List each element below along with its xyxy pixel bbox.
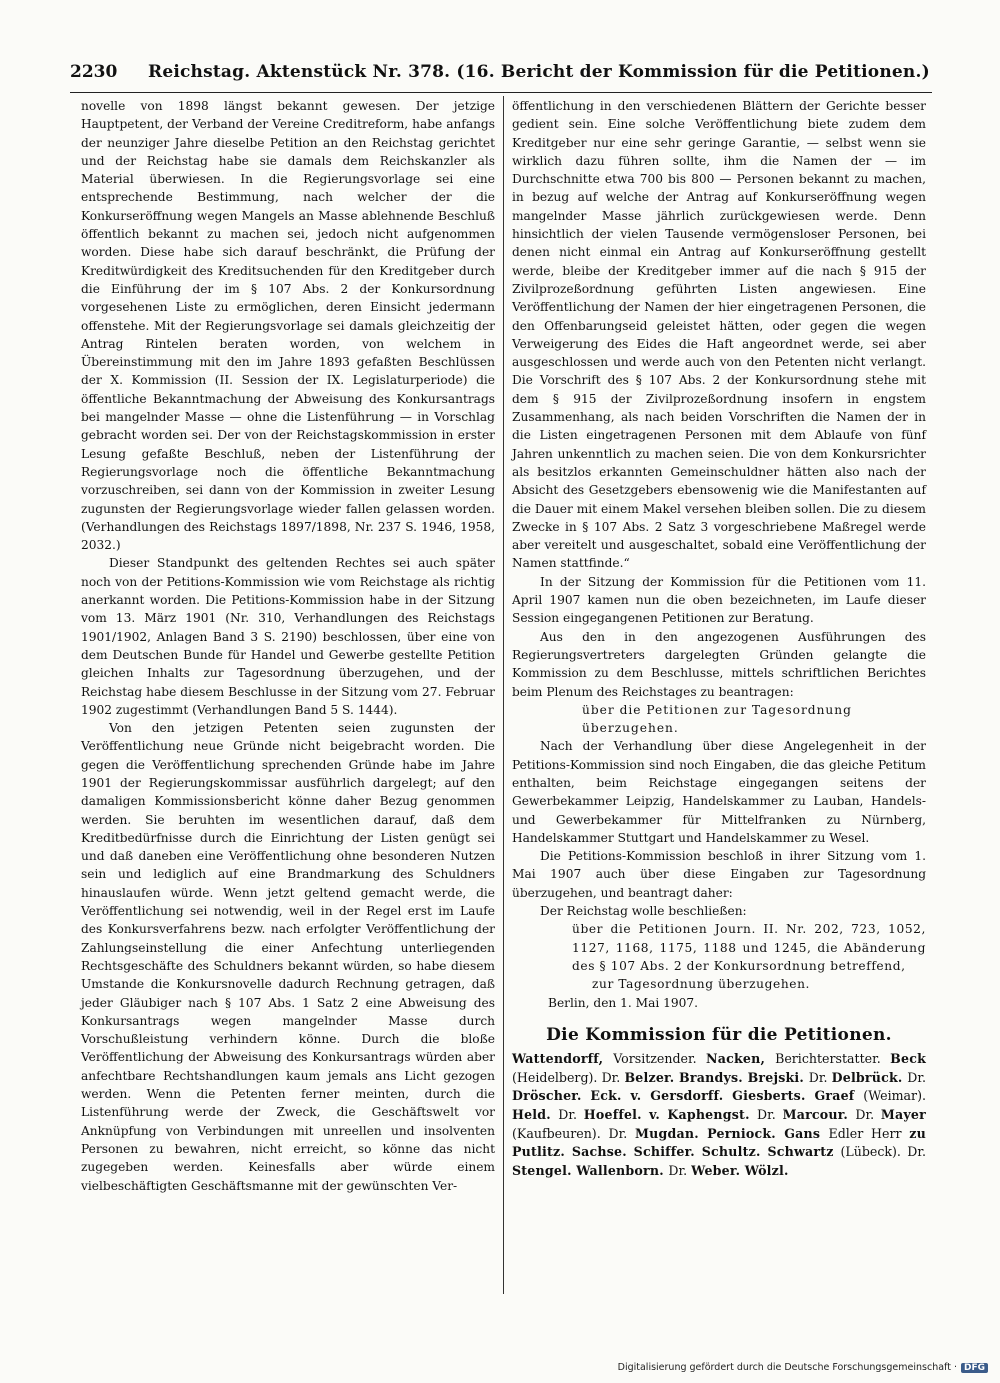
member-note: Berichterstatter. (775, 1051, 891, 1067)
paragraph: Von den jetzigen Petenten seien zugunsten der Veröffentlichung neue Gründe nicht beigebracht worden. Die gegen die Veröffentlichung sprechenden Gründe habe im Jahre 1901 der Regierungskommissar ausführlich dargelegt; auf den damaligen Kommissionsbericht könne daher Bezug genommen werden. Sie beruhten im wesentlichen darauf, daß dem Kreditbedürfnisse durch die Einrichtung der Listen genügt sei und daß daneben eine Veröffentlichung ohne besonderen Nutzen sein und lediglich auf eine Brandmarkung des Schuldners hinauslaufen würde. Wenn jetzt geltend gemacht werde, die Veröffentlichung sei notwendig, weil in der Regel erst im Laufe des Konkursverfahrens bezw. nach erfolgter Veröffentlichung der Zahlungseinstellung die einer Anfechtung unterliegenden Rechtsgeschäfte des Schuldners bekannt würden, so habe diesem Umstande die Konkursnovelle dadurch Rechnung getragen, daß jeder Gläubiger nach § 107 Abs. 1 Satz 2 eine Abweisung des Konkursantrags wegen mangelnder Masse durch Vorschußleistung verhindern könne. Durch die bloße Veröffentlichung der Abweisung des Konkursantrags würden aber anfechtbare Rechtshandlungen kaum jemals ans Licht gezogen werden. Wenn die Petenten ferner meinten, durch die Listenführung werde der Zweck, die Geschäftswelt vor Anknüpfung von Verbindungen mit unreellen und insolventen Personen zu bewahren, nicht erreicht, so könne das nicht zugegeben werden. Keinesfalls aber würde einem vielbeschäftigten Geschäftsmanne mit der gewünschten Ver- (81, 721, 495, 1193)
member-note: Vorsitzender. (613, 1051, 707, 1067)
member-name: Wattendorff, (512, 1051, 614, 1067)
paragraph: Nach der Verhandlung über diese Angelegenheit in der Petitions-Kommission sind noch Eingaben, die das gleiche Petitum enthalten, beim Reichstage eingegangen seitens der Gewerbekammer Leipzig, Handelskammer zu Lauban, Handels- und Gewerbekammer für Mittelfranken zu Nürnberg, Handelskammer Stuttgart und Handelskammer zu Wesel. (512, 739, 926, 845)
member-note: Dr. (808, 1069, 832, 1085)
member-name: Dröscher. (512, 1088, 591, 1104)
member-name: Beck (890, 1051, 927, 1067)
member-name: Nacken, (706, 1051, 776, 1067)
member-name: Weber. (691, 1162, 745, 1178)
motion-line: über die Petitionen Journ. II. Nr. 202, 723, 1052, 1127, 1168, 1175, 1188 und 1245, die Abänderung des § 107 Abs. 2 der Konkursordnung betreffend, (572, 922, 926, 973)
member-name: Delbrück. (831, 1069, 908, 1085)
member-name: Brandys. (679, 1069, 748, 1085)
member-name: Schultz. (701, 1144, 768, 1160)
member-name: Eck. (590, 1088, 631, 1104)
dfg-logo: DFG (961, 1363, 988, 1373)
member-note: Dr. (907, 1069, 926, 1085)
member-note: Dr. (668, 1162, 692, 1178)
member-name: Perniock. (707, 1125, 785, 1141)
member-note: Edler Herr (828, 1125, 910, 1141)
member-name: Brejski. (747, 1069, 809, 1085)
page-number: 2230 (70, 62, 118, 82)
member-note: Dr. (757, 1106, 783, 1122)
member-note: (Weimar). (863, 1088, 926, 1104)
member-name: Held. (512, 1106, 559, 1122)
member-name: Mayer (880, 1106, 926, 1122)
header-title: Reichstag. Aktenstück Nr. 378. (16. Bericht der Kommission für die Petitionen.) (148, 62, 930, 82)
member-note: Dr. (608, 1125, 635, 1141)
motion-line: überzugehen. (582, 721, 679, 736)
member-name: Wallenborn. (576, 1162, 669, 1178)
member-name: zu Putlitz. (512, 1125, 926, 1160)
paragraph: Die Petitions-Kommission beschloß in ihrer Sitzung vom 1. Mai 1907 auch über diese Eingaben zur Tagesordnung überzugehen, und beantragt daher: (512, 849, 926, 900)
member-name: v. Gersdorff. (630, 1088, 733, 1104)
member-name: Marcour. (782, 1106, 856, 1122)
right-column (512, 97, 926, 1180)
paragraph: novelle von 1898 längst bekannt gewesen. Der jetzige Hauptpetent, der Verband der Vereine Creditreform, habe anfangs der neunziger Jahre dieselbe Petition an den Reichstag gerichtet und der Reichstag habe sie damals dem Reichskanzler als Material überwiesen. In die Regierungsvorlage sei eine entsprechende Bestimmung, nach welcher der die Konkurseröffnung wegen Mangels an Masse ablehnende Beschluß öffentlich bekannt zu machen sei, jedoch nicht aufgenommen worden. Diese habe sich darauf beschränkt, die Prüfung der Kreditwürdigkeit des Kreditsuchenden für den Kreditgeber durch die Einführung der im § 107 Abs. 2 der Konkursordnung vorgesehenen Liste zu ermöglichen, deren Einsicht jedermann offenstehe. Mit der Regierungsvorlage sei damals gleichzeitig der Antrag Rintelen beraten worden, von welchem in Übereinstimmung mit den im Jahre 1893 gefaßten Beschlüssen der X. Kommission (II. Session der IX. Legislaturperiode) die öffentliche Bekanntmachung der Abweisung des Konkursantrags bei mangelnder Masse — ohne die Listenführung — in Vorschlag gebracht worden sei. Der von der Reichstagskommission in erster Lesung gefaßte Beschluß, neben der Listenführung der Regierungsvorlage noch die öffentliche Bekanntmachung vorzuschreiben, sei dann von der Kommission in zweiter Lesung zugunsten der Regierungsvorlage wieder fallen gelassen worden. (Verhandlungen des Reichstags 1897/1898, Nr. 237 S. 1946, 1958, 2032.) (81, 99, 495, 553)
footer-text: Digitalisierung gefördert durch die Deutsche Forschungsgemeinschaft · (617, 1362, 957, 1373)
header-rule (70, 92, 932, 93)
member-note: (Lübeck). (840, 1144, 908, 1160)
column-divider (503, 96, 504, 1294)
paragraph: Aus den in den angezogenen Ausführungen des Regierungsvertreters dargelegten Gründen gelangte die Kommission zu dem Beschlusse, mittels schriftlichen Berichtes beim Plenum des Reichstages zu beantragen: (512, 629, 926, 699)
motion-line: zur Tagesordnung überzugehen. (592, 977, 811, 992)
member-name: Wölzl. (744, 1162, 789, 1178)
member-name: Graef (814, 1088, 864, 1104)
member-note: (Kaufbeuren). (512, 1125, 609, 1141)
paragraph: öffentlichung in den verschiedenen Blättern der Gerichte besser gedient sein. Eine solche Veröffentlichung biete zudem dem Kreditgeber nur eine sehr geringe Garantie, — selbst wenn sie wirklich dazu führen sollte, ihm die Namen der — im Durchschnitte etwa 700 bis 800 — Personen bekannt zu machen, in bezug auf welche der Antrag auf Konkurseröffnung wegen mangelnder Masse jährlich zurückgewiesen werde. Denn hinsichtlich der vielen Tausende vermögensloser Personen, bei denen nicht einmal ein Antrag auf Konkurseröffnung gestellt werde, bleibe der Kreditgeber immer auf die nach § 915 der Zivilprozeßordnung geführten Listen angewiesen. Eine Veröffentlichung der Namen der hier eingetragenen Personen, die den Offenbarungseid geleistet hätten, oder gegen die wegen Verweigerung des Eides die Haft angeordnet werde, sei aber ausgeschlossen und werde auch von den Petenten nicht verlangt. Die Vorschrift des § 107 Abs. 2 der Konkursordnung stehe mit dem § 915 der Zivilprozeßordnung insofern in engstem Zusammenhang, als nach beiden Vorschriften die Namen der in die Listen eingetragenen Personen mit dem Ablaufe von fünf Jahren unkenntlich zu machen seien. Die von dem Konkursrichter als besitzlos erkannten Gemeinschuldner hätten also nach der Absicht des Gesetzgebers ebensowenig wie die Manifestanten auf die Dauer mit einem Makel versehen bleiben sollen. Die zu diesem Zwecke in § 107 Abs. 2 Satz 3 vorgeschriebene Maßregel werde aber vereitelt und ausgeschaltet, sobald eine Veröffentlichung der Namen stattfinde.“ (512, 99, 926, 571)
member-note: Dr. (855, 1106, 881, 1122)
running-header (70, 62, 930, 88)
member-name: Gans (784, 1125, 829, 1141)
motion-line: über die Petitionen zur Tagesordnung (582, 702, 852, 717)
member-note: Dr. (558, 1106, 584, 1122)
member-name: Stengel. (512, 1162, 577, 1178)
paragraph: Dieser Standpunkt des geltenden Rechtes sei auch später noch von der Petitions-Kommission wie vom Reichstage als richtig anerkannt worden. Die Petitions-Kommission habe in der Sitzung vom 13. März 1901 (Nr. 310, Verhandlungen des Reichstags 1901/1902, Anlagen Band 3 S. 2190) beschlossen, über eine von dem Deutschen Bunde für Handel und Gewerbe gestellte Petition gleichen Inhalts zur Tagesordnung überzugehen, und der Reichstag habe diesem Beschlusse in der Sitzung vom 27. Februar 1902 zugestimmt (Verhandlungen Band 5 S. 1444). (81, 556, 495, 717)
paragraph: In der Sitzung der Kommission für die Petitionen vom 11. April 1907 kamen nun die oben bezeichneten, im Laufe dieser Session eingegangenen Petitionen zur Beratung. (512, 574, 926, 626)
member-note: (Heidelberg). Dr. (512, 1069, 625, 1085)
member-name: v. Kaphengst. (649, 1106, 758, 1122)
member-name: Schwartz (767, 1144, 841, 1160)
left-column (81, 97, 495, 1195)
dateline: Berlin, den 1. Mai 1907. (548, 995, 699, 1010)
member-name: Sachse. (571, 1144, 634, 1160)
member-name: Giesberts. (732, 1088, 815, 1104)
paragraph: Der Reichstag wolle beschließen: (540, 904, 747, 919)
member-list (512, 1050, 926, 1180)
committee-title: Die Kommission für die Petitionen. (546, 1024, 892, 1045)
member-name: Belzer. (624, 1069, 680, 1085)
member-note: Dr. (907, 1144, 926, 1160)
member-name: Hoeffel. (583, 1106, 650, 1122)
digitization-footer (618, 1362, 988, 1373)
member-name: Schiffer. (633, 1144, 702, 1160)
member-name: Mugdan. (635, 1125, 708, 1141)
